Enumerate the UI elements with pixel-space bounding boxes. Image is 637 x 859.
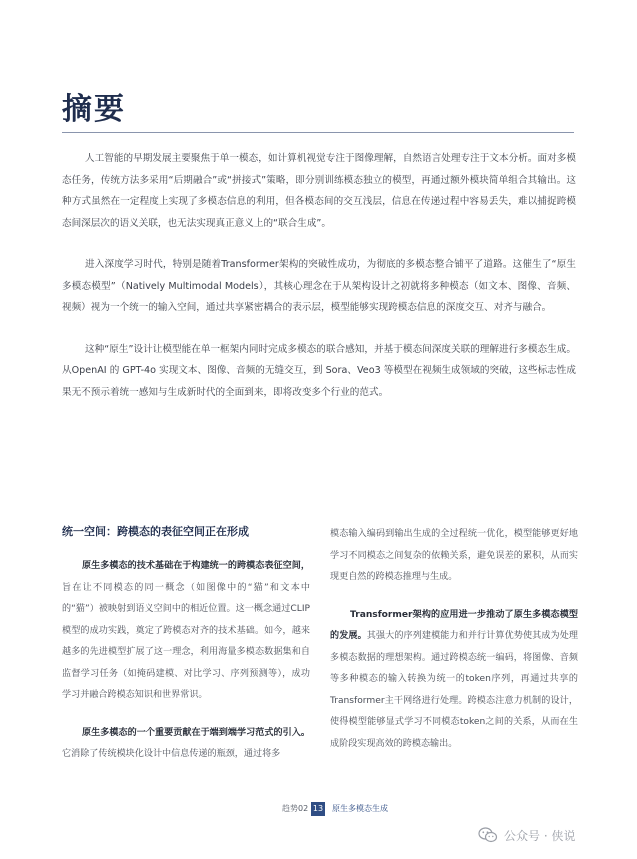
paragraph-text: 旨在让不同模态的同一概念（如图像中的“猫”和文本中的“猫”）被映射到语义空间中的相近位置。这一概念通过CLIP模型的成功实践，奠定了跨模态对齐的技术基础。如今，越来越多的先进模型扩展了这一理念，利用海量多模态数据集和自监督学习任务（如掩码建模、对比学习、序列预测等），成功学习并融合跨模态知识和世界常识。 bbox=[62, 582, 310, 700]
abstract-paragraph: 这种“原生”设计让模型能在单一框架内同时完成多模态的联合感知，并基于模态间深度关联的理解进行多模态生成。从OpenAI 的 GPT-4o 实现文本、图像、音频的无缝交互，到 Sora、Veo3 等模型在视频生成领域的突破，这些标志性成果无不预示着统一感知与生成新时代的全面到来，即将改变多个行业的范式。 bbox=[62, 343, 576, 398]
continued-paragraph: 模态输入编码到输出生成的全过程统一优化，模型能够更好地学习不同模态之间复杂的依赖关系，避免误差的累积，从而实现更自然的跨模态推理与生成。 bbox=[330, 529, 578, 582]
title-divider bbox=[62, 132, 574, 133]
section-heading: 统一空间：跨模态的表征空间正在形成 bbox=[62, 525, 249, 538]
left-column bbox=[62, 522, 310, 766]
wechat-icon bbox=[478, 827, 498, 843]
lead-sentence: 原生多模态的一个重要贡献在于端到端学习范式的引入。 bbox=[82, 727, 310, 738]
page-footer bbox=[0, 801, 637, 819]
body-paragraph bbox=[62, 556, 310, 707]
watermark bbox=[478, 825, 575, 845]
abstract-body bbox=[62, 148, 576, 423]
footer-title: 原生多模态生成 bbox=[332, 804, 388, 813]
body-paragraph bbox=[62, 723, 310, 766]
lead-sentence: 原生多模态的技术基础在于构建统一的跨模态表征空间， bbox=[82, 561, 310, 571]
abstract-paragraph: 进入深度学习时代，特别是随着Transformer架构的突破性成功，为彻底的多模态整合铺平了道路。这催生了“原生多模态模型”（Natively Multimodal Models），其核心理念在于从架构设计之初就将多种模态（如文本、图像、音频、视频）视为一个统一的输入空间，通过共享紧密耦合的表示层，模型能够实现跨模态信息的深度交互、对齐与融合。 bbox=[62, 259, 576, 313]
paragraph-text: 其强大的序列建模能力和并行计算优势使其成为处理多模态数据的理想架构。通过跨模态统一编码，将图像、音频等多种模态的输入转换为统一的token序列，再通过共享的Transformer主干网络进行处理。跨模态注意力机制的设计，使得模型能够显式学习不同模态token之间的关系，从而在生成阶段实现高效的跨模态输出。 bbox=[330, 631, 578, 749]
page-title: 摘要 bbox=[62, 92, 126, 127]
footer-chapter: 趋势02 bbox=[282, 804, 309, 813]
lead-sentence: Transformer架构的应用进一步推动了原生多模态模型的发展。 bbox=[330, 609, 578, 641]
paragraph-text: 它消除了传统模块化设计中信息传递的瓶颈，通过将多 bbox=[62, 749, 281, 759]
watermark-text: 公众号 · 侠说 bbox=[504, 828, 576, 843]
abstract-paragraph: 人工智能的早期发展主要聚焦于单一模态，如计算机视觉专注于图像理解，自然语言处理专注于文本分析。面对多模态任务，传统方法多采用“后期融合”或“拼接式”策略，即分别训练模态独立的模型，再通过额外模块简单组合其输出。这种方式虽然在一定程度上实现了多模态信息的利用，但各模态间的交互浅层，信息在传递过程中容易丢失，难以捕捉跨模态间深层次的语义关联，也无法实现真正意义上的“联合生成”。 bbox=[62, 153, 576, 229]
page-number: 13 bbox=[311, 802, 325, 816]
body-paragraph bbox=[330, 605, 578, 756]
right-column bbox=[330, 524, 578, 755]
